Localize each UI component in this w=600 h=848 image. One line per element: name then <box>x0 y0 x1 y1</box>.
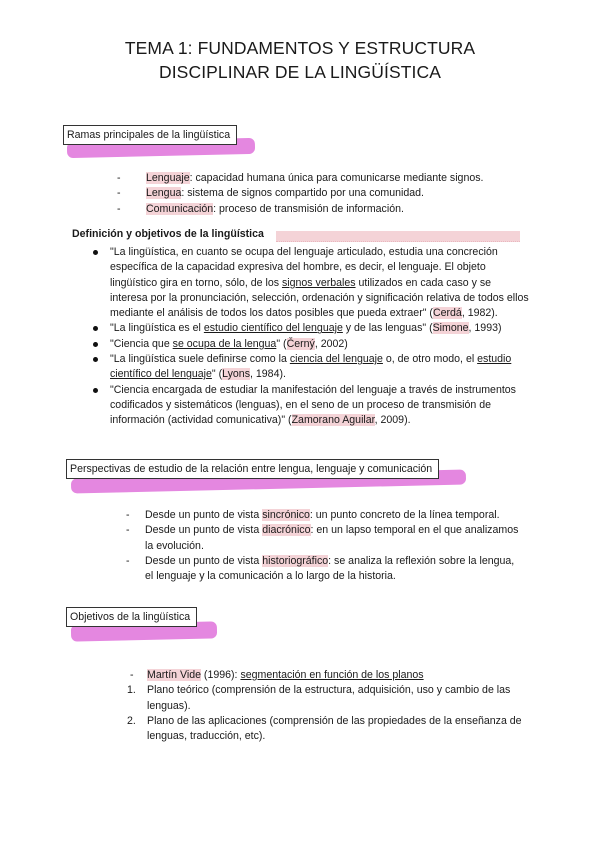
section-subheading-definicion: Definición y objetivos de la lingüística <box>72 228 264 240</box>
list-item: - Lenguaje: capacidad humana única para comunicarse mediante signos. <box>117 171 537 186</box>
underlined-term: estudio científico del lenguaje <box>110 353 512 381</box>
list-item: "La lingüística suele definirse como la ciencia del lenguaje o, de otro modo, el estudio científico del lenguaje" (Lyons, 1984). <box>90 352 530 383</box>
section-heading-label: Ramas principales de la lingüística <box>63 125 237 145</box>
underlined-term: estudio científico del lenguaje <box>203 322 343 335</box>
list-item: "Ciencia encargada de estudiar la manifestación del lenguaje a través de instrumentos codificados y sistemáticos (lenguas), en el seno de un proceso de transmisión de información (actividad comunicativa)" (Zamorano Aguilar, 2009). <box>90 383 530 429</box>
underlined-term: se ocupa de la lengua <box>172 337 277 350</box>
underlined-term: ciencia del lenguaje <box>289 353 383 366</box>
section-heading-perspectivas <box>66 459 439 479</box>
author-highlight: Cerdá <box>432 307 462 320</box>
list-item: "La lingüística es el estudio científico del lenguaje y de las lenguas" (Simone, 1993) <box>90 321 530 336</box>
term-highlight: Comunicación <box>146 202 214 215</box>
source-item: - Martín Vide (1996): segmentación en función de los planos <box>127 668 527 683</box>
author-highlight: Simone <box>432 322 469 335</box>
list-item: 1. Plano teórico (comprensión de la estructura, adquisición, uso y cambio de las lenguas). <box>127 684 511 712</box>
term-highlight: sincrónico <box>262 509 310 521</box>
author-highlight: Zamorano Aguilar <box>291 414 375 427</box>
list-item: "La lingüística, en cuanto se ocupa del lenguaje articulado, estudia una concreción específica de la capacidad expresiva del hombre, es decir, el lenguaje. El objeto lingüístico gira en torno, sólo, de los signos verbales utilizados en cada caso y se interesa por la pronunciación, selección, ordenación y significación relativa de todos ellos mediante el análisis de todos los datos posibles que pueda extraer" (Cerdá, 1982). <box>90 245 530 321</box>
highlight-bar <box>276 231 520 242</box>
term-highlight: historiográfico <box>262 554 329 567</box>
author-highlight: Černý <box>286 337 315 350</box>
list-item: 2. Plano de las aplicaciones (comprensión de las propiedades de la enseñanza de lenguas, traducción, etc). <box>127 714 522 743</box>
definicion-list <box>90 245 530 429</box>
ramas-list <box>117 171 537 217</box>
list-item: - Desde un punto de vista historiográfico: se analiza la reflexión sobre la lengua, el lenguaje y la comunicación a lo largo de la historia. <box>126 554 522 585</box>
term-highlight: diacrónico <box>262 524 311 537</box>
section-heading-ramas <box>63 125 237 145</box>
section-heading-label: Perspectivas de estudio de la relación entre lengua, lenguaje y comunicación <box>66 459 439 479</box>
title-line-2: DISCIPLINAR DE LA LINGÜÍSTICA <box>158 62 441 82</box>
list-item: - Desde un punto de vista sincrónico: un punto concreto de la línea temporal. <box>126 508 522 523</box>
term-highlight: Lenguaje <box>146 172 190 184</box>
section-heading-objetivos <box>66 607 197 627</box>
author-highlight: Lyons <box>222 368 251 381</box>
list-item: "Ciencia que se ocupa de la lengua" (Černý, 2002) <box>90 337 530 352</box>
objetivos-list <box>127 668 527 744</box>
list-item: - Lengua: sistema de signos compartido por una comunidad. <box>117 186 537 201</box>
underlined-term: signos verbales <box>281 276 356 289</box>
author-highlight: Martín Vide <box>147 669 201 681</box>
list-item: - Comunicación: proceso de transmisión de información. <box>117 202 537 217</box>
underlined-term: segmentación en función de los planos <box>240 669 424 681</box>
section-heading-label: Objetivos de la lingüística <box>66 607 197 627</box>
page-title <box>60 36 540 84</box>
title-line-1: TEMA 1: FUNDAMENTOS Y ESTRUCTURA <box>124 38 476 58</box>
list-item: - Desde un punto de vista diacrónico: en un lapso temporal en el que analizamos la evolución. <box>126 523 522 554</box>
perspectivas-list <box>126 508 522 584</box>
term-highlight: Lengua <box>146 187 182 200</box>
